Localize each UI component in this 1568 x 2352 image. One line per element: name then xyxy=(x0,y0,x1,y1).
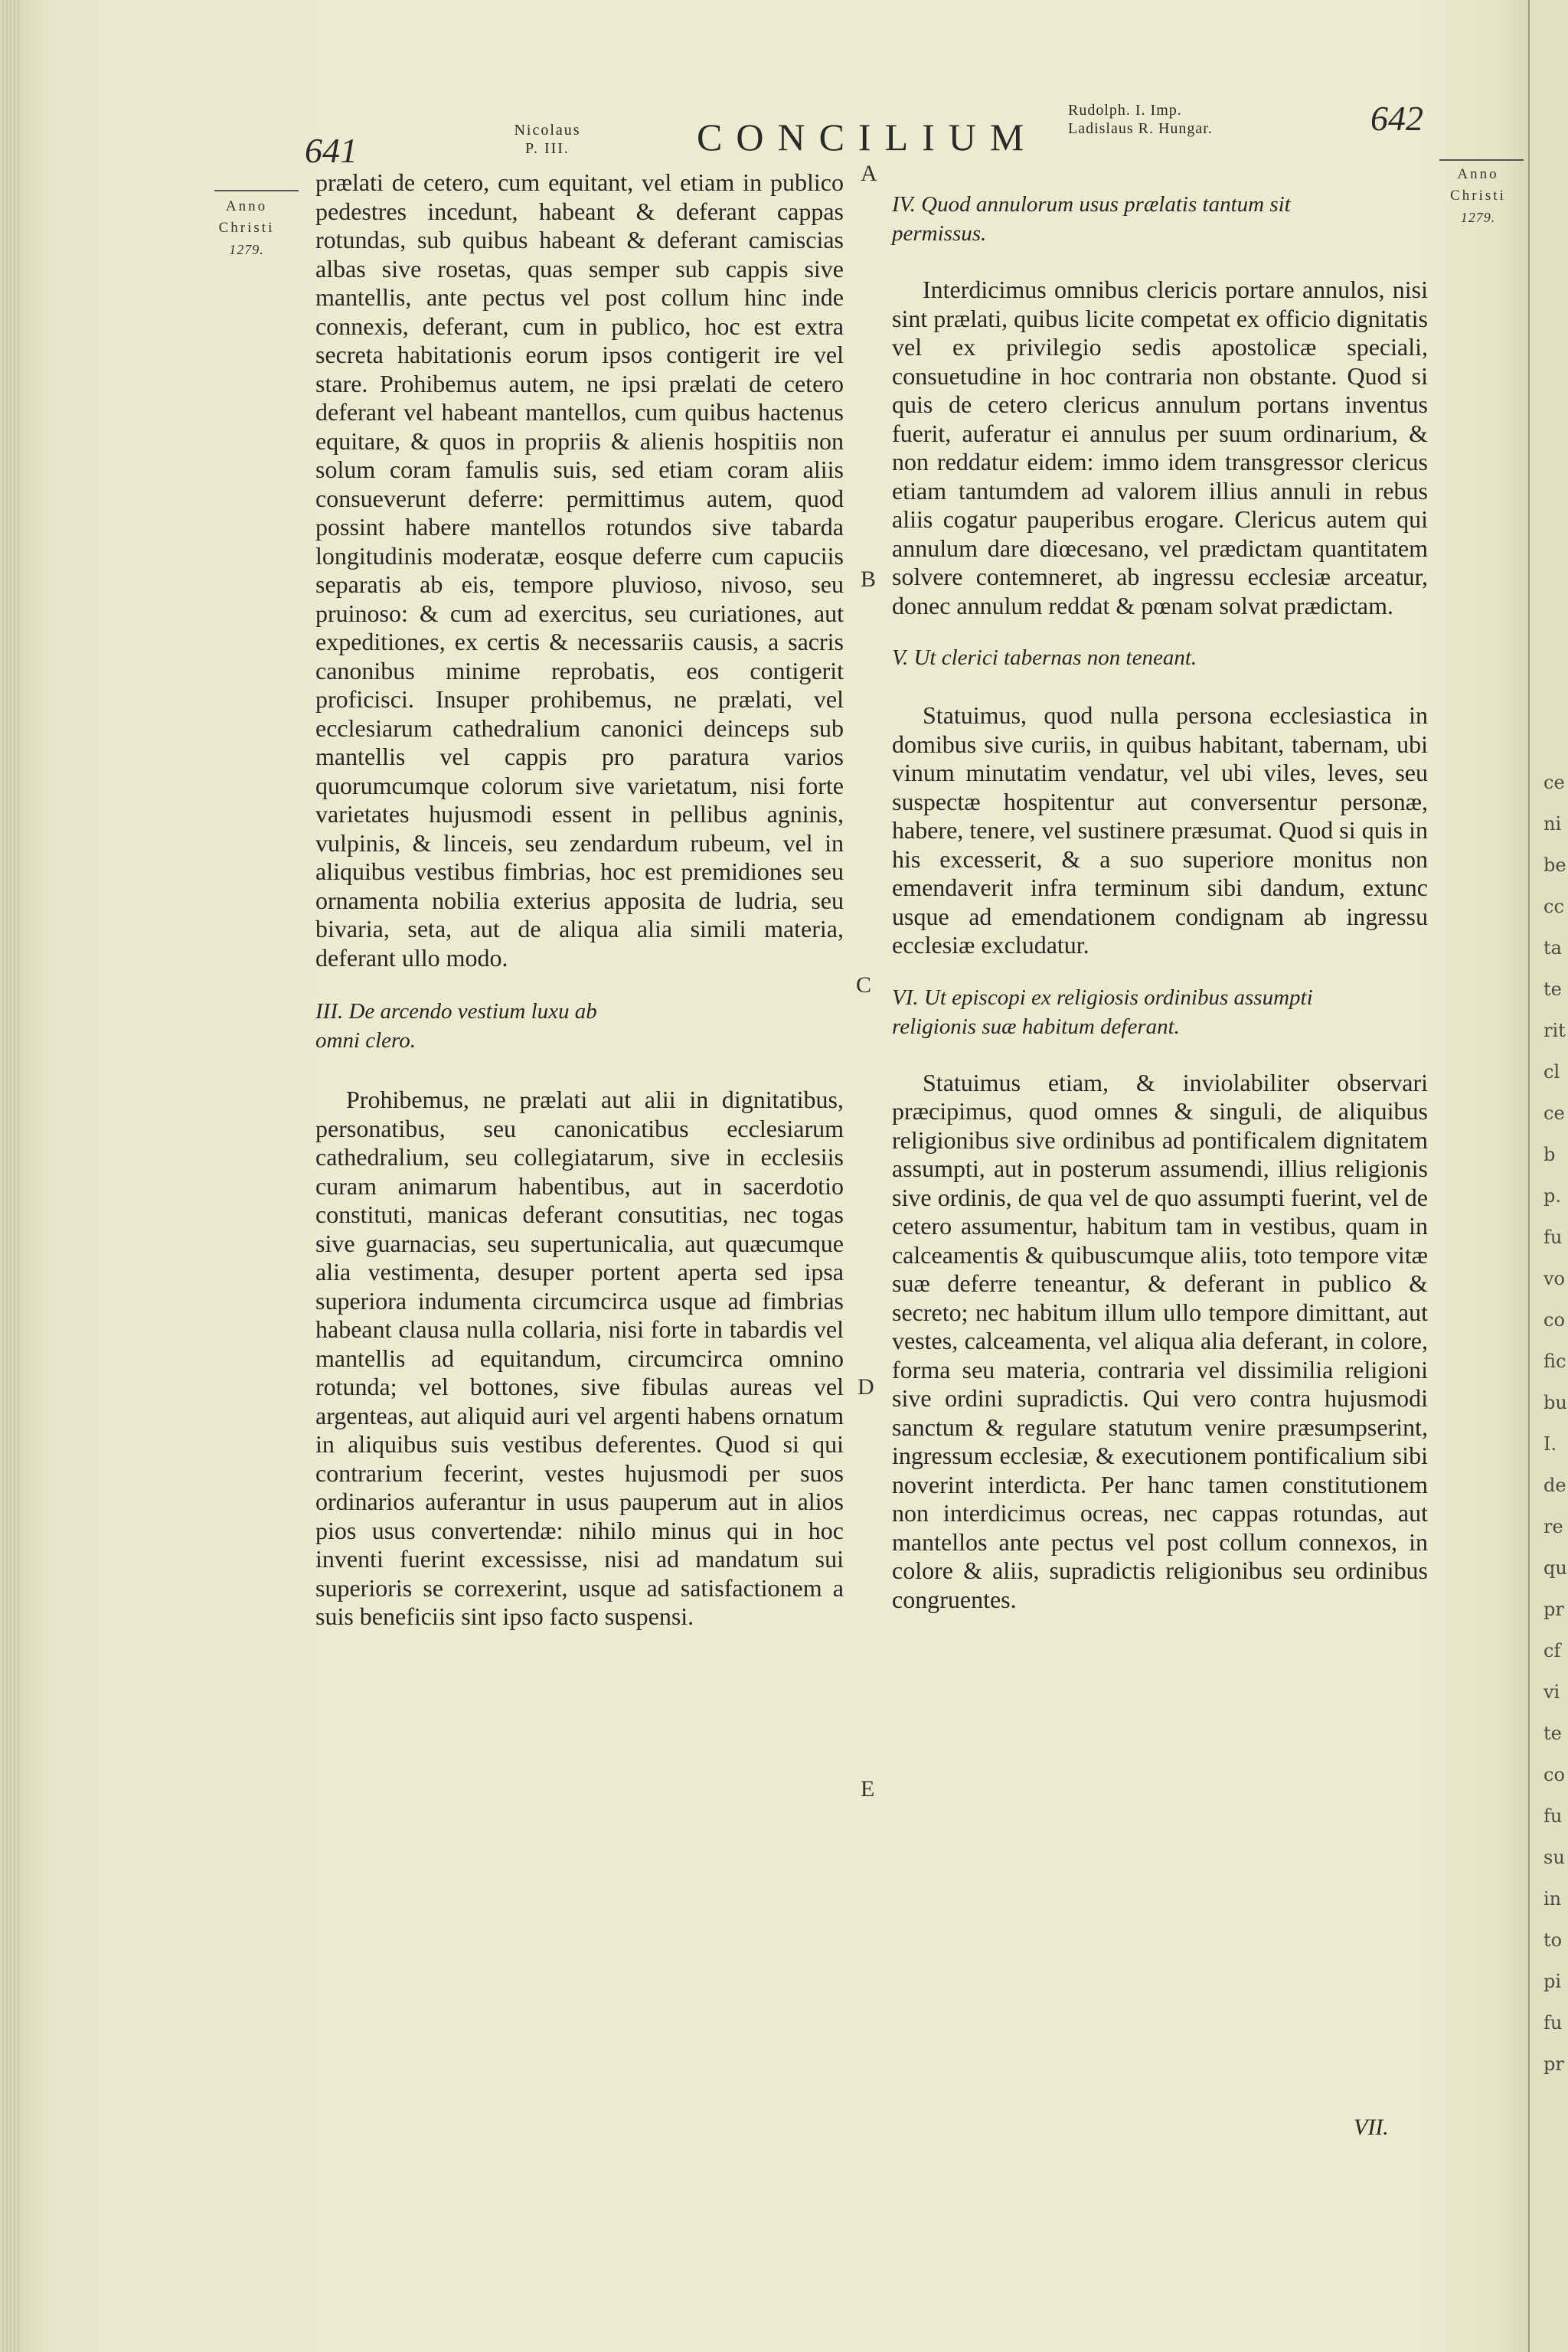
heading-vi-line2: religionis suæ habitum deferant. xyxy=(892,1014,1180,1039)
edge-fragment: fic xyxy=(1544,1351,1566,1372)
page-number-left: 641 xyxy=(305,131,358,170)
edge-fragment: cc xyxy=(1544,896,1564,917)
margin-note-left xyxy=(201,196,292,260)
section-marker-b: B xyxy=(861,567,877,592)
edge-fragment: ce xyxy=(1544,1102,1565,1124)
facing-page-edge xyxy=(1528,0,1568,2352)
right-paragraph-3: Statuimus etiam, & inviolabiliter observari præcipimus, quod omnes & singuli, de aliquibus religionibus sive ordinibus ad pontificalem dignitatem assumpti, aut in posterum assumendi, illius religionis sive ordinis, de qua vel de quo assumpti fuerint, vel de cetero assumentur, habitum tam in vestibus, quam in calceamentis & quibuscumque aliis, toto tempore vitæ suæ deferre teneantur, & deferant in publico & secreto; nec habitum illum ullo tempore dimittant, aut vestes, calceamenta, vel aliqua alia deferant, in colore, forma seu materia, contraria vel dissimilia religioni sive ordini supradictis. Qui vero contra hujusmodi sanctum & regulare statutum venire præsumpserint, ingressum ecclesiæ, & executionem pontificalium sibi noverint interdicta. Per hanc tamen constitutionem non interdicimus ocreas, nec cappas rotundas, aut mantellos ante pectus vel post collum connexos, in colore & aliis, supradictis religionibus seu ordinibus congruentes. xyxy=(892,1068,1428,1613)
margin-note-right-line2: Christi xyxy=(1450,188,1506,204)
edge-fragment: cf xyxy=(1544,1640,1561,1661)
heading-iv-line1: IV. Quod annulorum usus prælatis tantum sit xyxy=(892,192,1291,217)
left-column xyxy=(315,168,844,1632)
edge-fragment: rit xyxy=(1544,1020,1566,1041)
heading-v: V. Ut clerici tabernas non teneant. xyxy=(892,645,1197,670)
margin-note-right xyxy=(1430,164,1526,228)
margin-note-right-year: 1279. xyxy=(1460,210,1496,225)
heading-iii-line1: III. De arcendo vestium luxu ab xyxy=(315,999,597,1024)
edge-fragment: co xyxy=(1544,1764,1565,1785)
edge-fragment: cl xyxy=(1544,1061,1560,1083)
edge-fragment: fu xyxy=(1544,1805,1563,1827)
right-column xyxy=(892,190,1428,1614)
edge-fragment: ta xyxy=(1544,937,1562,959)
section-marker-e: E xyxy=(861,1776,875,1802)
heading-iii-line2: omni clero. xyxy=(315,1028,416,1053)
left-paragraph-1: prælati de cetero, cum equitant, vel etiam in publico pedestres incedunt, habeant & deferant cappas rotundas, sub quibus habeant & deferant camiscias albas sive rosetas, quas semper sub cappis sive mantellis, ante pectus vel post collum hinc inde connexis, deferant, cum in publico, hoc est extra secreta habitationis eorum ipsos contigerit ire vel stare. Prohibemus autem, ne ipsi prælati de cetero deferant vel habeant mantellos, cum quibus hactenus equitare, & quos in propriis & alienis hospitiis non solum coram famulis suis, sed etiam coram aliis consueverunt deferre: permittimus autem, quod possint habere mantellos rotundos sive tabarda longitudinis moderatæ, eosque deferre cum capuciis separatis ab eis, tempore pluvioso, nivoso, seu pruinoso: & cum ad exercitus, seu curiationes, aut expeditiones, ex certis & necessariis causis, a sacris canonibus minime reprobatis, eos contigerit proficisci. Insuper prohibemus, ne prælati, vel ecclesiarum cathedralium canonici deinceps sub mantellis vel cappis pro paratura varios quorumcumque colorum sive varietatum, nisi forte varietates hujusmodi essent in pellibus agninis, vulpinis, & linceis, seu zendardum rubeum, vel in aliquibus vestibus fimbrias, hoc est premidiones seu ornamenta nobilia exterius apposita de ludria, seu bivaria, seta, aut de aliqua alia simili materia, deferant ullo modo. xyxy=(315,168,844,972)
right-paragraph-2: Statuimus, quod nulla persona ecclesiastica in domibus sive curiis, in quibus habitant, tabernam, ubi vinum minutatim vendatur, vel ubi viles, leves, seu suspectæ hospitentur aut conversentur personæ, habere, tenere, vel sustinere præsumat. Quod si quis in his excesserit, & a suo superiore monitus non emendaverit infra terminum sibi dandum, extunc usque ad emendationem condignam ab ingressu ecclesiæ excludatur. xyxy=(892,701,1428,959)
edge-fragment: pi xyxy=(1544,1971,1562,1992)
section-marker-d: D xyxy=(858,1374,874,1400)
heading-vi-line1: VI. Ut episcopi ex religiosis ordinibus assumpti xyxy=(892,985,1313,1010)
edge-fragment: in xyxy=(1544,1888,1562,1909)
margin-note-left-year: 1279. xyxy=(229,242,264,257)
edge-fragment: te xyxy=(1544,978,1562,1000)
running-head-right xyxy=(1068,101,1328,138)
running-head-right-line2: Ladislaus R. Hungar. xyxy=(1068,120,1213,137)
edge-fragment: de xyxy=(1544,1475,1566,1496)
edge-fragment: fu xyxy=(1544,1227,1563,1248)
margin-note-left-line2: Christi xyxy=(218,220,275,236)
page-number-right: 642 xyxy=(1370,99,1423,138)
left-paragraph-2: Prohibemus, ne prælati aut alii in dignitatibus, personatibus, seu canonicatibus ecclesiarum cathedralium, seu collegiatarum, sive in ecclesiis curam animarum habentibus, aut in sacerdotio constituti, manicas deferant consutitias, nec togas sive guarnacias, seu supertunicalia, aut quæcumque alia vestimenta, desuper portent aperta sed ipsa superiora indumenta circumcirca usque ad fimbrias habeant clausa nulla collaria, nisi forte in tabardis vel mantellis ad equitandum, circumcirca omnino rotunda; vel bottones, sive fibulas aureas vel argenteas, aut aliquid auri vel argenti habens ornatum in aliquibus suis vestibus deferentes. Quod si qui contrarium fecerint, vestes hujusmodi per suos ordinarios auferantur in usus pauperum aut in alios pios usus convertendæ: nihilo minus qui in hoc inventi fuerint excessisse, nisi ad mandatum sui superioris se correxerint, usque ad satisfactionem a suis beneficiis sint ipso facto suspensi. xyxy=(315,1086,844,1630)
edge-fragment: pr xyxy=(1544,1599,1564,1620)
margin-rule-right xyxy=(1439,159,1524,161)
running-head-left-line2: P. III. xyxy=(525,140,570,157)
margin-note-right-line1: Anno xyxy=(1457,166,1499,182)
edge-fragment: te xyxy=(1544,1723,1562,1744)
margin-rule-left xyxy=(214,190,299,191)
edge-fragment: ni xyxy=(1544,813,1562,835)
edge-fragment: b xyxy=(1544,1144,1556,1165)
edge-fragment: vi xyxy=(1544,1681,1560,1703)
edge-fragment: ce xyxy=(1544,772,1565,793)
edge-fragment: re xyxy=(1544,1516,1563,1537)
page-stack-edge xyxy=(0,0,21,2352)
edge-fragment: bu xyxy=(1544,1392,1567,1413)
edge-fragment: to xyxy=(1544,1929,1563,1951)
running-head-left-line1: Nicolaus xyxy=(514,122,581,139)
edge-fragment: qu xyxy=(1544,1557,1567,1579)
edge-fragment: pr xyxy=(1544,2053,1564,2075)
edge-fragment: p. xyxy=(1544,1185,1561,1207)
section-marker-c: C xyxy=(856,972,872,998)
page-title: CONCILIUM xyxy=(697,116,1038,158)
edge-fragment: be xyxy=(1544,854,1566,876)
running-head-left xyxy=(490,121,605,158)
edge-fragment: I. xyxy=(1544,1433,1557,1455)
edge-fragment: su xyxy=(1544,1847,1565,1868)
catchword: VII. xyxy=(1354,2115,1389,2140)
right-paragraph-1: Interdicimus omnibus clericis portare annulos, nisi sint prælati, quibus licite competat ex officio dignitatis vel ex privilegio sedis apostolicæ speciali, consuetudine in hoc contraria non obstante. Quod si quis de cetero clericus annulum portans inventus fuerit, auferatur ei annulus per suum ordinarium, & non reddatur eidem: immo idem transgressor clericus etiam tantumdem ad valorem illius annuli in rebus aliis cogatur pauperibus erogare. Clericus autem qui annulum dare diœcesano, vel prædictam quantitatem solvere contemneret, ab ingressu ecclesiæ arceatur, donec annulum reddat & pœnam solvat prædictam. xyxy=(892,276,1428,619)
edge-fragment: fu xyxy=(1544,2012,1563,2034)
heading-iv-line2: permissus. xyxy=(892,221,987,246)
running-head-right-line1: Rudolph. I. Imp. xyxy=(1068,102,1182,119)
margin-note-left-line1: Anno xyxy=(225,198,268,214)
edge-fragment: co xyxy=(1544,1309,1565,1331)
section-marker-a: A xyxy=(861,161,877,186)
edge-fragment: vo xyxy=(1544,1268,1566,1289)
